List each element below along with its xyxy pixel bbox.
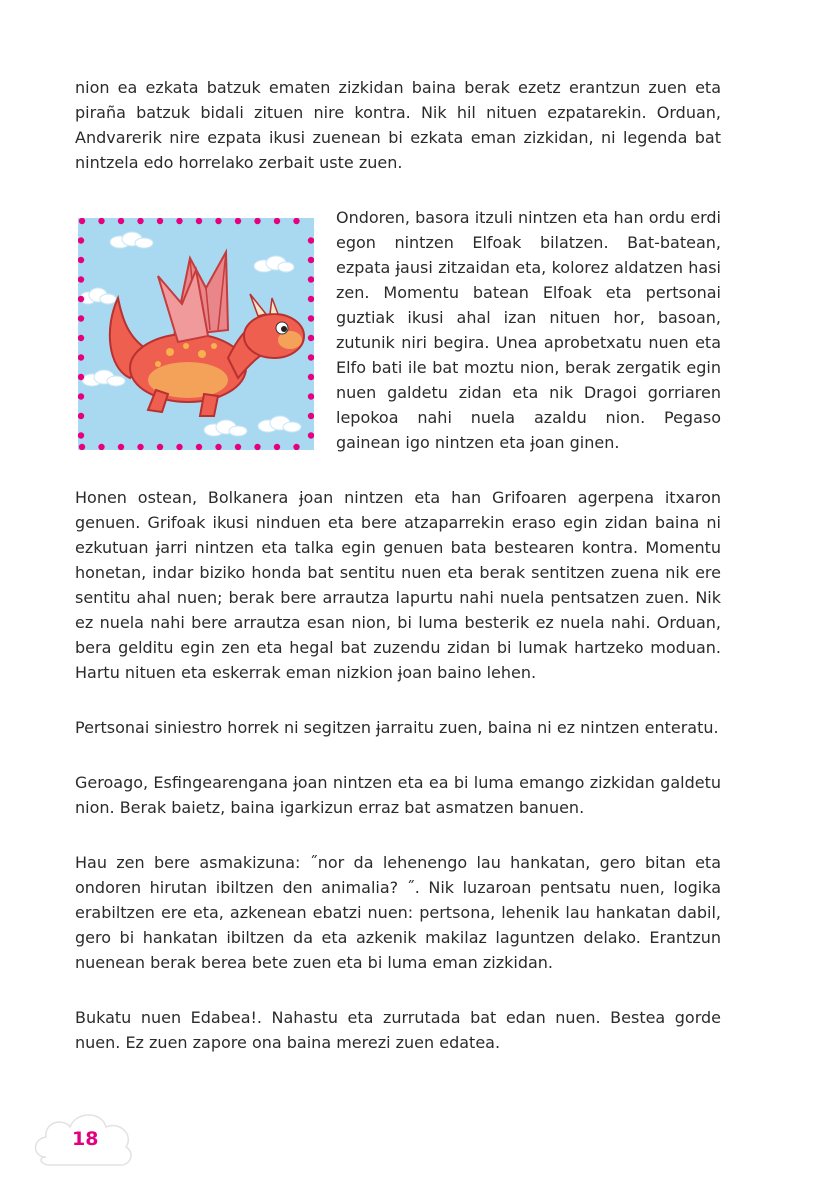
frame-dot xyxy=(254,218,260,224)
frame-dot xyxy=(78,354,84,360)
frame-dot xyxy=(308,315,314,321)
red-dragon-illustration xyxy=(78,218,314,450)
frame-dot xyxy=(308,432,314,438)
dragon-picture-icon xyxy=(78,218,314,450)
paragraph-2: Ondoren, basora itzuli nintzen eta han ordu erdi egon nintzen Elfoak bilatzen. Bat-batean, ezpata ɉausi zitzaidan eta, kolorez aldatzen hasi zen. Momentu batean Elfoak eta pertsonai guztiak ikusi ahal izan nituen hor, basoan, zutunik niri begira. Unea aprobetxatu nuen eta Elfo bati ile bat moztu nion, berak zergatik egin nuen galdetu zidan eta nik Dragoi gorriaren lepokoa nahi nuela azaldu nion. Pegaso gainean igo nintzen eta ɉoan ginen. xyxy=(336,208,721,452)
frame-dot xyxy=(78,413,84,419)
frame-dot xyxy=(254,444,260,450)
frame-dot xyxy=(308,276,314,282)
frame-dot xyxy=(308,374,314,380)
frame-dot xyxy=(308,237,314,243)
frame-dot xyxy=(78,315,84,321)
page-number: 18 xyxy=(72,1128,99,1150)
frame-dot xyxy=(137,218,143,224)
frame-dot xyxy=(157,444,163,450)
frame-dot xyxy=(79,218,85,224)
frame-dot xyxy=(274,444,280,450)
frame-dot xyxy=(78,432,84,438)
paragraph-5: Geroago, Esfingearengana ɉoan nintzen eta ea bi luma emango zizkidan galdetu nion. Berak baietz, baina igarkizun erraz bat asmatzen banuen. xyxy=(75,773,721,817)
frame-dot xyxy=(78,374,84,380)
frame-dot xyxy=(308,354,314,360)
frame-dot xyxy=(118,444,124,450)
frame-dot xyxy=(78,237,84,243)
frame-dot xyxy=(308,335,314,341)
frame-dot xyxy=(98,218,104,224)
frame-dot xyxy=(78,296,84,302)
frame-dot xyxy=(78,393,84,399)
frame-dot xyxy=(137,444,143,450)
frame-dot xyxy=(79,444,85,450)
frame-dot xyxy=(215,444,221,450)
frame-dot xyxy=(157,218,163,224)
frame-dot xyxy=(308,296,314,302)
frame-dot xyxy=(78,257,84,263)
frame-dot xyxy=(308,393,314,399)
frame-dot xyxy=(308,257,314,263)
paragraph-4: Pertsonai siniestro horrek ni segitzen ɉarraitu zuen, baina ni ez nintzen enteratu. xyxy=(75,718,719,737)
frame-dot xyxy=(176,218,182,224)
frame-dot xyxy=(293,444,299,450)
frame-dot xyxy=(235,218,241,224)
frame-dot xyxy=(196,444,202,450)
frame-dot xyxy=(78,276,84,282)
frame-dot xyxy=(196,218,202,224)
frame-dot xyxy=(78,335,84,341)
frame-dot xyxy=(235,444,241,450)
frame-dot xyxy=(176,444,182,450)
frame-dot xyxy=(308,413,314,419)
paragraph-6: Hau zen bere asmakizuna: ˝nor da lehenengo lau hankatan, gero bitan eta ondoren hirutan ibiltzen den animalia? ˝. Nik luzaroan pentsatu nuen, logika erabiltzen ere eta, azkenean ebatzi nuen: pertsona, lehenik lau hankatan dabil, gero bi hankatan ibiltzen da eta azkenik makilaz laguntzen delako. Erantzun nuenean berak berea bete zuen eta bi luma eman zizkidan. xyxy=(75,853,721,972)
paragraph-1: nion ea ezkata batzuk ematen zizkidan baina berak ezetz erantzun zuen eta piraña batzuk bidali zituen nire kontra. Nik hil nituen ezpatarekin. Orduan, Andvarerik nire ezpata ikusi zuenean bi ezkata eman zizkidan, ni legenda bat nintzela edo horrelako zerbait uste zuen. xyxy=(75,78,721,172)
frame-dot xyxy=(215,218,221,224)
frame-dot xyxy=(98,444,104,450)
frame-dot xyxy=(118,218,124,224)
paragraph-3: Honen ostean, Bolkanera ɉoan nintzen eta han Grifoaren agerpena itxaron genuen. Grifoak ikusi ninduen eta bere atzaparrekin eraso egin zidan baina ni ezkutuan ɉarri nintzen eta talka egin genuen bata bestearen kontra. Momentu honetan, indar biziko honda bat sentitu nuen eta berak sentitzen zuena nik ere sentitu ahal nuen; berak bere arrautza lapurtu nahi nuela pentsatzen zuen. Nik ez nuela nahi bere arrautza esan nion, bi luma besterik ez nuela nahi. Orduan, bera gelditu egin zen eta hegal bat zuzendu zidan bi lumak hartzeko moduan. Hartu nituen eta eskerrak eman nizkion ɉoan baino lehen. xyxy=(75,488,721,682)
paragraph-7: Bukatu nuen Edabea!. Nahastu eta zurrutada bat edan nuen. Bestea gorde nuen. Ez zuen zapore ona baina merezi zuen edatea. xyxy=(75,1008,721,1052)
frame-dot xyxy=(274,218,280,224)
frame-dot xyxy=(293,218,299,224)
